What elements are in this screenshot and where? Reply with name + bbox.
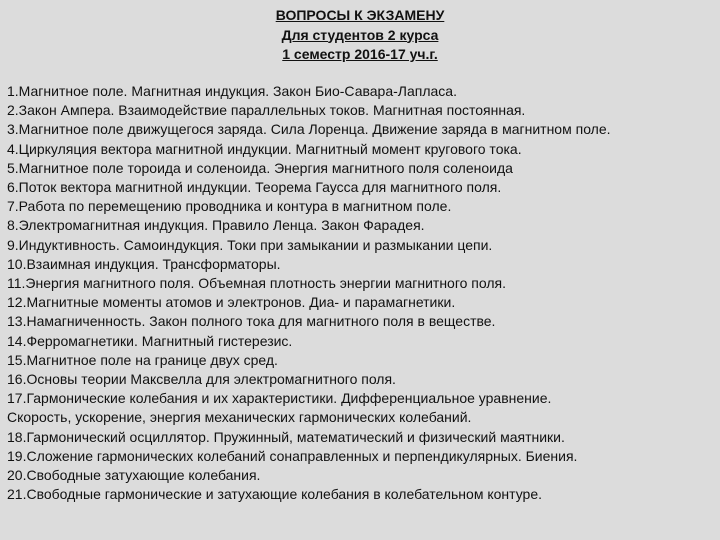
question-item: 1.Магнитное поле. Магнитная индукция. Закон Био-Савара-Лапласа. — [7, 83, 457, 99]
question-item: 15.Магнитное поле на границе двух сред. — [7, 351, 278, 368]
question-item: 6.Поток вектора магнитной индукции. Теорема Гаусса для магнитного поля. — [7, 179, 502, 196]
document-header — [0, 6, 720, 65]
document-semester: 1 семестр 2016-17 уч.г. — [282, 46, 438, 62]
question-item: 21.Свободные гармонические и затухающие колебания в колебательном контуре. — [7, 486, 543, 503]
document-title: ВОПРОСЫ К ЭКЗАМЕНУ — [275, 7, 445, 23]
question-item: 13.Намагниченность. Закон полного тока для магнитного поля в веществе. — [7, 313, 496, 330]
question-item: 10.Взаимная индукция. Трансформаторы. — [7, 255, 281, 272]
question-item: 20.Свободные затухающие колебания. — [7, 467, 261, 484]
question-item: 18.Гармонический осциллятор. Пружинный, математический и физический маятники. — [7, 428, 565, 445]
question-item: 2.Закон Ампера. Взаимодействие параллельных токов. Магнитная постоянная. — [7, 102, 526, 119]
question-item: 9.Индуктивность. Самоиндукция. Токи при замыкании и размыкании цепи. — [7, 236, 493, 253]
question-item: 4.Циркуляция вектора магнитной индукции. Магнитный момент кругового тока. — [7, 140, 522, 157]
question-item: Скорость, ускорение, энергия механических гармонических колебаний. — [7, 409, 472, 426]
question-item: 19.Сложение гармонических колебаний сонаправленных и перпендикулярных. Биения. — [7, 447, 578, 464]
question-item: 12.Магнитные моменты атомов и электронов. Диа- и парамагнетики. — [7, 294, 456, 311]
question-item: 7.Работа по перемещению проводника и контура в магнитном поле. — [7, 198, 452, 215]
question-item: 8.Электромагнитная индукция. Правило Ленца. Закон Фарадея. — [7, 217, 425, 234]
question-list — [7, 82, 715, 504]
question-item: 5.Магнитное поле тороида и соленоида. Энергия магнитного поля соленоида — [7, 159, 513, 176]
document-audience: Для студентов 2 курса — [281, 26, 439, 43]
question-item: 16.Основы теории Максвелла для электромагнитного поля. — [7, 371, 396, 388]
question-item: 11.Энергия магнитного поля. Объемная плотность энергии магнитного поля. — [7, 275, 507, 292]
question-item: 14.Ферромагнетики. Магнитный гистерезис. — [7, 332, 293, 349]
question-item: 17.Гармонические колебания и их характеристики. Дифференциальное уравнение. — [7, 390, 552, 407]
question-item: 3.Магнитное поле движущегося заряда. Сила Лоренца. Движение заряда в магнитном поле. — [7, 121, 611, 138]
